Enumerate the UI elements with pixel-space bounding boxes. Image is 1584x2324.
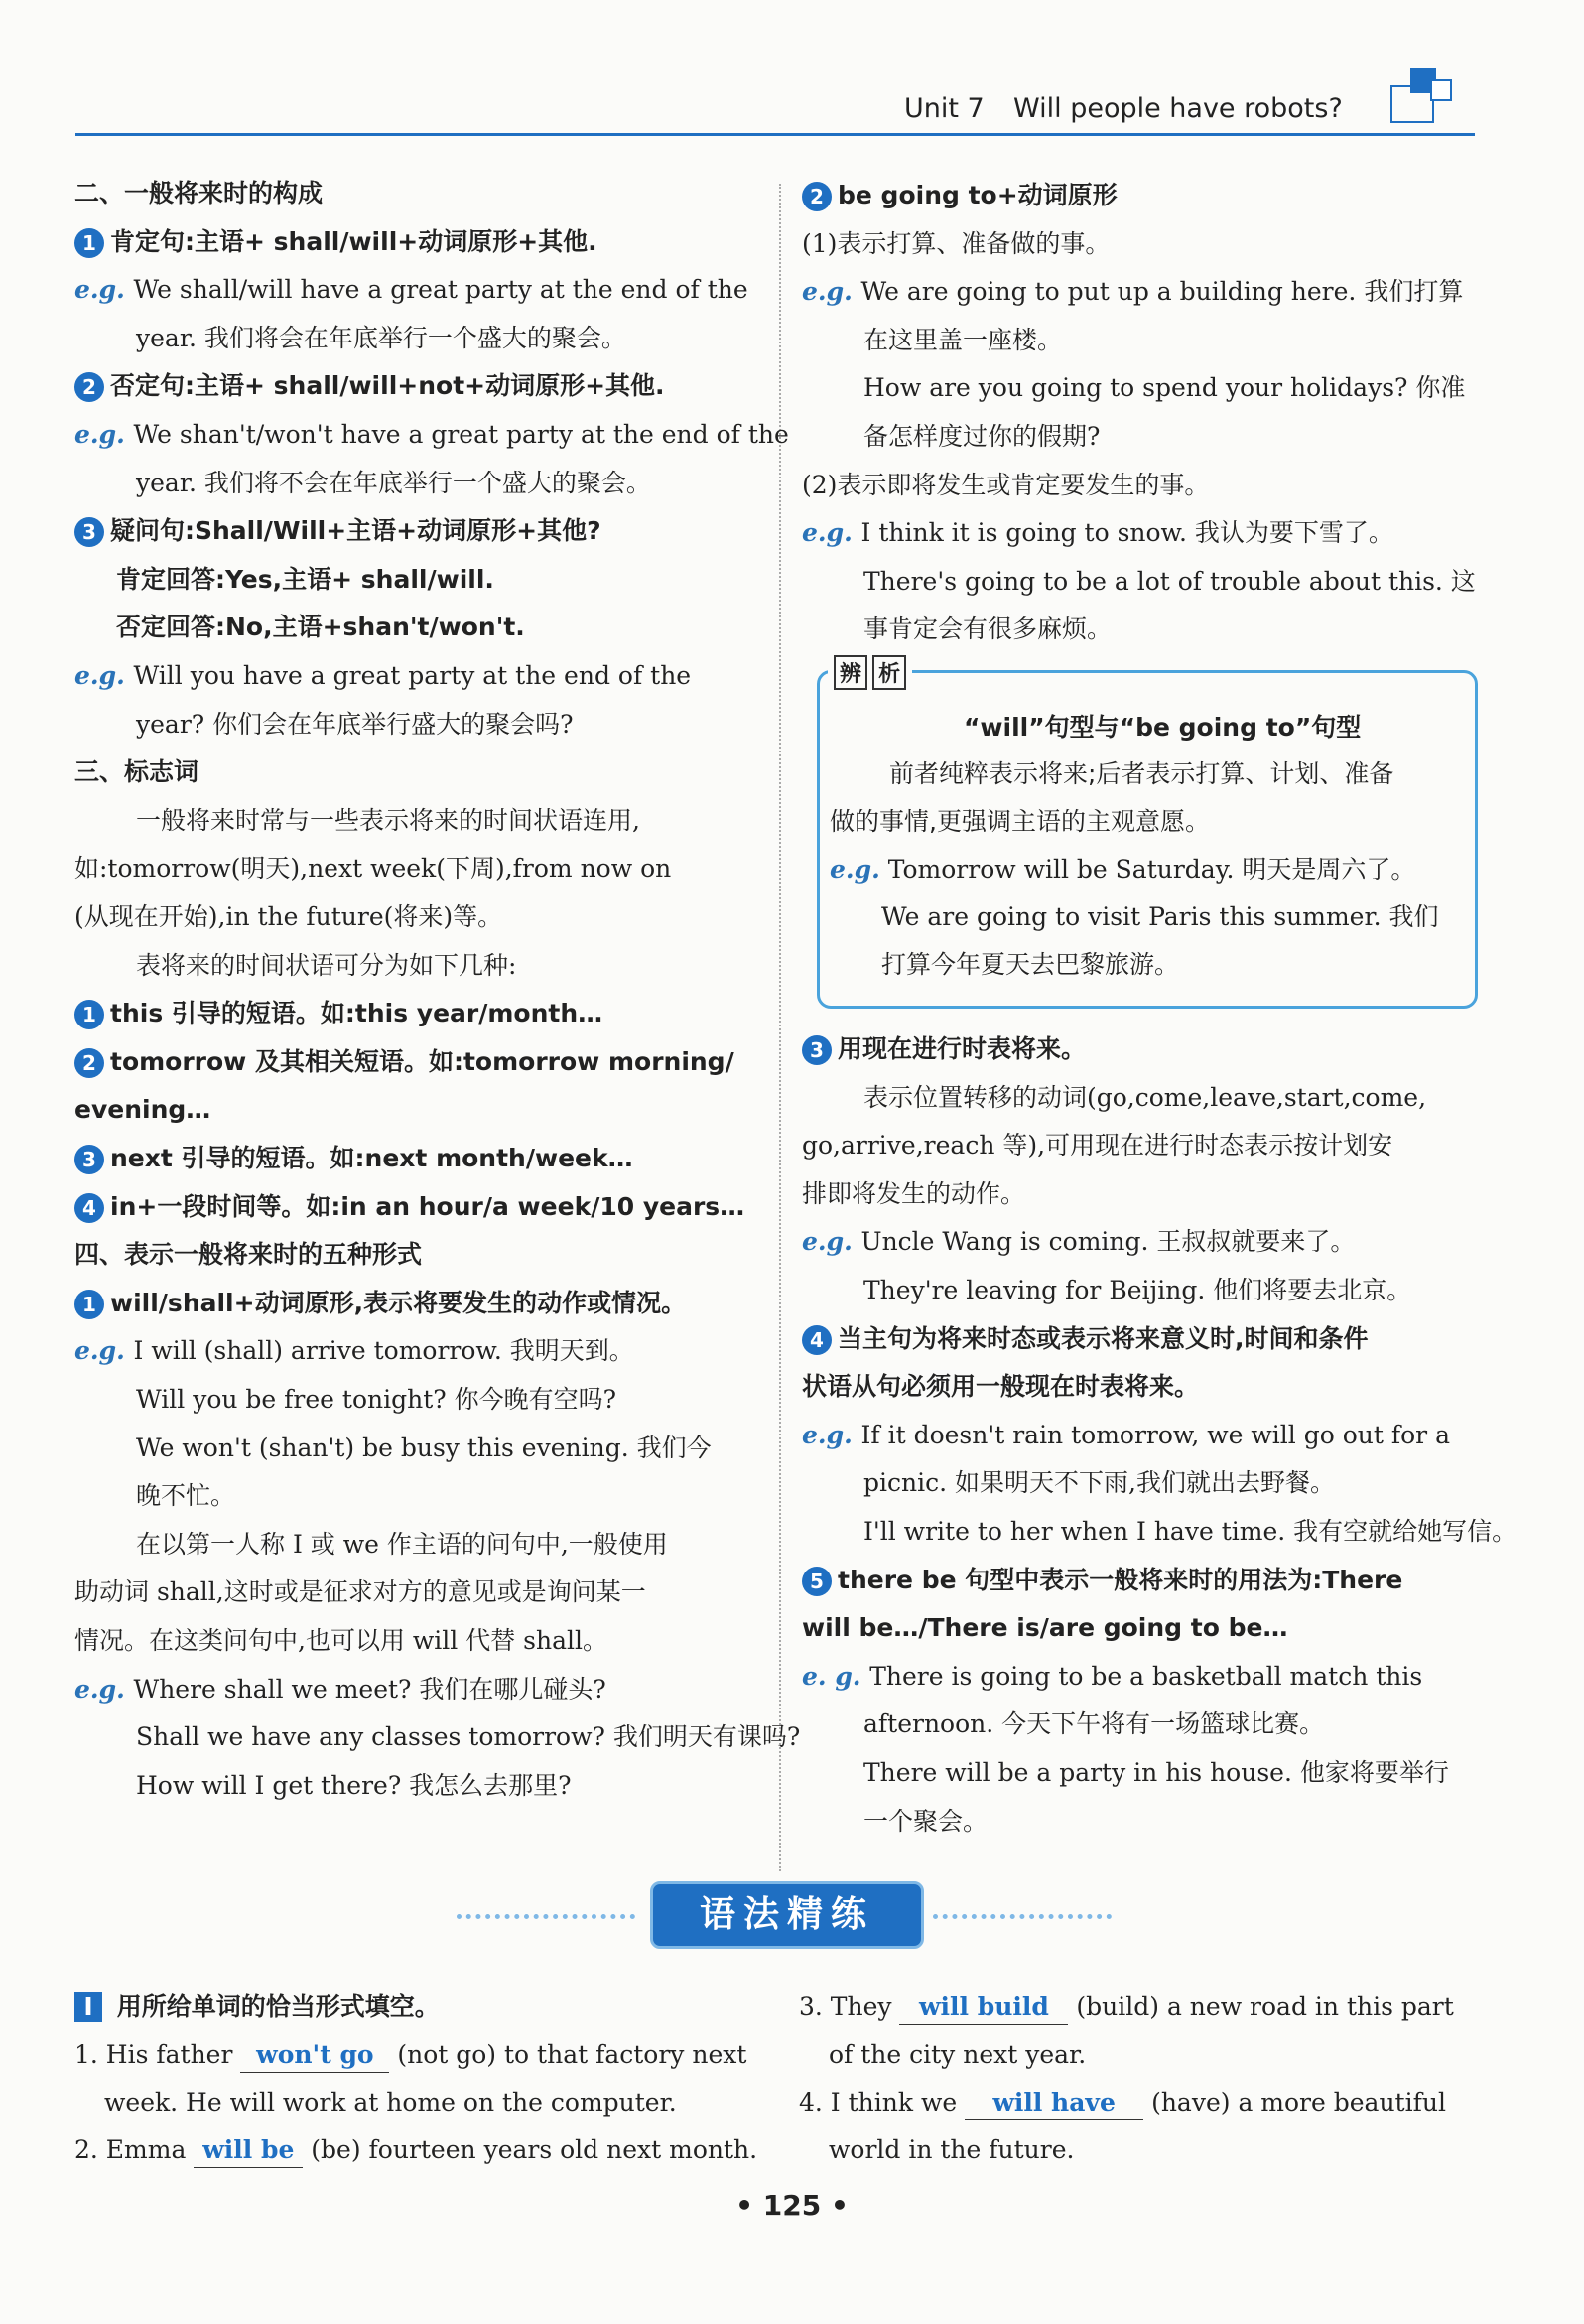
eg-label: e.g.	[802, 1420, 861, 1449]
left-text: Will you be free tonight? 你今晚有空吗?	[136, 1385, 616, 1414]
page-number: • 125 •	[735, 2189, 849, 2222]
right2-text: 用现在进行时表将来。	[838, 1034, 1087, 1063]
left-text: in+一段时间等。如:in an hour/a week/10 years…	[110, 1191, 745, 1221]
left-text: will/shall+动词原形,表示将要发生的动作或情况。	[110, 1288, 687, 1317]
left-line	[74, 1045, 734, 1079]
left-text: 肯定句:主语+ shall/will+动词原形+其他.	[110, 226, 597, 256]
left-line	[74, 177, 323, 210]
left-line	[74, 1673, 606, 1707]
right2-line	[863, 1274, 1411, 1307]
right2-line	[802, 1177, 1025, 1211]
exercise-heading	[74, 1990, 440, 2024]
left-line	[136, 1720, 800, 1754]
left-line	[136, 1769, 572, 1803]
box-s2: We are going to visit Paris this summer. 我们	[881, 902, 1439, 931]
banner-dots-left	[457, 1914, 635, 1919]
right-line	[802, 227, 1110, 261]
right2-text: They're leaving for Beijing. 他们将要去北京。	[863, 1276, 1412, 1304]
left-line	[74, 369, 665, 403]
unit-label: Unit 7	[904, 93, 985, 124]
number-badge-icon: 2	[74, 1048, 104, 1078]
number-badge-icon: 3	[74, 1145, 104, 1174]
left-line	[136, 1383, 616, 1417]
question-3-cont: of the city next year.	[829, 2040, 1087, 2069]
right-line	[802, 469, 1209, 502]
left-line	[74, 659, 691, 693]
right2-text: afternoon. 今天下午将有一场篮球比赛。	[863, 1709, 1325, 1739]
left-line	[74, 418, 789, 452]
question-1: 1. His father won't go (not go) to that factory next	[74, 2038, 746, 2073]
right-text: How are you going to spend your holidays? 你准	[863, 373, 1466, 403]
right2-text: picnic. 如果明天不下雨,我们就出去野餐。	[863, 1468, 1335, 1498]
left-line	[136, 1479, 235, 1513]
exercise-num: I	[74, 1992, 102, 2022]
exercise-title: 用所给单词的恰当形式填空。	[116, 1992, 440, 2021]
right2-text: I'll write to her when I have time. 我有空就给她写信。	[863, 1517, 1518, 1546]
left-text: evening…	[74, 1095, 211, 1125]
box-tag-1: 辨	[834, 655, 867, 690]
right-line	[863, 565, 1476, 599]
left-text: 如:tomorrow(明天),next week(下周),from now on	[74, 854, 672, 884]
right2-line	[863, 1466, 1335, 1500]
exercise-section	[74, 1990, 1484, 2189]
right-text: (1)表示打算、准备做的事。	[802, 228, 1111, 258]
comparison-box	[817, 662, 1478, 1009]
right-text: I think it is going to snow. 我认为要下雪了。	[860, 518, 1393, 548]
left-text: year. 我们将会在年底举行一个盛大的聚会。	[136, 323, 626, 352]
number-badge-icon: 1	[74, 1000, 104, 1029]
right2-line	[802, 1225, 1355, 1259]
box-tag	[828, 655, 912, 690]
header-rule	[75, 133, 1475, 136]
right-line	[802, 179, 1118, 212]
left-line	[74, 852, 671, 886]
right-line	[863, 420, 1100, 454]
number-badge-icon: 4	[802, 1325, 832, 1355]
right2-line	[802, 1370, 1199, 1404]
header-logo-icon	[1390, 68, 1450, 122]
left-text: 否定回答:No,主语+shan't/won't.	[116, 613, 525, 642]
right2-text: There will be a party in his house. 他家将要举行	[863, 1758, 1449, 1787]
eg-label: e.g.	[74, 661, 134, 690]
right2-text: Uncle Wang is coming. 王叔叔就要来了。	[860, 1227, 1356, 1257]
left-line	[74, 1238, 422, 1272]
left-line	[74, 1624, 607, 1658]
right-line	[863, 371, 1465, 405]
right-text: There's going to be a lot of trouble about this. 这	[863, 566, 1476, 596]
right-line	[863, 324, 1062, 357]
left-line	[74, 997, 602, 1030]
right2-line	[802, 1419, 1450, 1452]
number-badge-icon: 5	[802, 1567, 832, 1596]
right2-text: 状语从句必须用一般现在时表将来。	[802, 1372, 1200, 1402]
answer-4: will have	[965, 2086, 1143, 2120]
banner-title: 语法精练	[650, 1881, 924, 1949]
answer-1: won't go	[240, 2038, 389, 2073]
right-text: 备怎样度过你的假期?	[863, 422, 1101, 451]
eg-label: e.g.	[830, 855, 880, 884]
eg-label: e.g.	[74, 275, 134, 305]
number-badge-icon: 2	[74, 372, 104, 402]
left-line	[74, 225, 597, 259]
left-text: We won't (shan't) be busy this evening. 我们今	[136, 1433, 712, 1462]
answer-2: will be	[194, 2133, 303, 2168]
right-text: 事肯定会有很多麻烦。	[863, 615, 1113, 644]
unit-title: Will people have robots?	[1013, 93, 1343, 124]
left-line	[136, 708, 574, 742]
right2-text: 排即将发生的动作。	[802, 1178, 1026, 1208]
left-line	[74, 1142, 633, 1175]
left-line	[136, 804, 640, 838]
question-3: 3. They will build (build) a new road in this part	[799, 1990, 1454, 2025]
left-line	[74, 1093, 210, 1127]
right2-text: go,arrive,reach 等),可用现在进行时态表示按计划安	[802, 1131, 1393, 1161]
left-text: Shall we have any classes tomorrow? 我们明天有课吗?	[136, 1722, 801, 1752]
left-line	[74, 1334, 634, 1368]
left-text: We shan't/won't have a great party at the end of the	[133, 420, 789, 449]
right2-line	[802, 1660, 1422, 1694]
right2-line	[802, 1611, 1287, 1645]
eg-label: e.g.	[74, 1336, 134, 1366]
section-banner	[457, 1881, 1131, 1951]
box-title: “will”句型与“be going to”句型	[964, 713, 1362, 742]
left-text: tomorrow 及其相关短语。如:tomorrow morning/	[110, 1046, 734, 1076]
right2-text: 当主句为将来时态或表示将来意义时,时间和条件	[838, 1323, 1369, 1353]
left-line	[116, 611, 525, 644]
number-badge-icon: 3	[74, 517, 104, 547]
question-1-cont: week. He will work at home on the computer.	[104, 2088, 677, 2117]
right2-text: there be 句型中表示一般将来时的用法为:There	[838, 1565, 1403, 1594]
left-text: (从现在开始),in the future(将来)等。	[74, 902, 503, 931]
number-badge-icon: 2	[802, 182, 832, 211]
left-line	[136, 322, 626, 355]
box-s1: Tomorrow will be Saturday. 明天是周六了。	[887, 855, 1416, 884]
left-line	[74, 1575, 646, 1609]
left-line	[136, 1528, 668, 1562]
box-p1: 前者纯粹表示将来;后者表示打算、计划、准备	[889, 759, 1394, 788]
left-line	[74, 755, 198, 789]
left-text: 四、表示一般将来时的五种形式	[74, 1240, 423, 1270]
left-line	[74, 1287, 686, 1320]
left-text: 二、一般将来时的构成	[74, 179, 324, 207]
right2-text: If it doesn't rain tomorrow, we will go out for a	[860, 1420, 1450, 1449]
box-p2: 做的事情,更强调主语的主观意愿。	[830, 807, 1210, 836]
right2-line	[863, 1515, 1517, 1549]
left-text: I will (shall) arrive tomorrow. 我明天到。	[133, 1336, 634, 1366]
right-line	[802, 516, 1393, 550]
right2-line	[802, 1032, 1086, 1066]
right-text: (2)表示即将发生或肯定要发生的事。	[802, 470, 1210, 499]
box-example-1	[830, 853, 1415, 887]
eg-label: e.g.	[802, 518, 861, 548]
number-badge-icon: 1	[74, 228, 104, 258]
box-s3: 打算今年夏天去巴黎旅游。	[881, 950, 1180, 979]
left-text: 在以第一人称 I 或 we 作主语的问句中,一般使用	[136, 1529, 668, 1559]
left-text: year? 你们会在年底举行盛大的聚会吗?	[136, 709, 574, 739]
page-header	[75, 87, 1475, 137]
right2-line	[802, 1129, 1392, 1162]
left-text: How will I get there? 我怎么去那里?	[136, 1770, 572, 1800]
right2-line	[802, 1564, 1402, 1597]
right-line	[802, 275, 1463, 309]
eg-label: e.g.	[74, 1674, 134, 1704]
right2-line	[863, 1805, 988, 1839]
left-text: 晚不忙。	[136, 1481, 236, 1511]
right2-line	[863, 1081, 1426, 1115]
left-text: 否定句:主语+ shall/will+not+动词原形+其他.	[110, 371, 665, 401]
right-text: We are going to put up a building here. 我们打算	[860, 277, 1464, 307]
left-text: 一般将来时常与一些表示将来的时间状语连用,	[136, 805, 640, 835]
left-text: 三、标志词	[74, 757, 199, 787]
eg-label: e.g.	[74, 420, 134, 449]
right2-text: There is going to be a basketball match this	[869, 1661, 1423, 1691]
left-text: 助动词 shall,这时或是征求对方的意见或是询问某一	[74, 1577, 646, 1607]
left-text: year. 我们将不会在年底举行一个盛大的聚会。	[136, 468, 651, 497]
left-line	[136, 467, 651, 500]
left-line	[116, 563, 494, 597]
question-4: 4. I think we will have (have) a more beautiful	[799, 2086, 1446, 2120]
number-badge-icon: 4	[74, 1193, 104, 1223]
left-line	[74, 273, 748, 307]
right2-text: will be…/There is/are going to be…	[802, 1613, 1288, 1643]
right2-text: 一个聚会。	[863, 1806, 989, 1836]
eg-label: e. g.	[802, 1661, 870, 1691]
left-text: next 引导的短语。如:next month/week…	[110, 1144, 633, 1172]
question-4-cont: world in the future.	[829, 2135, 1075, 2164]
left-text: Where shall we meet? 我们在哪儿碰头?	[133, 1674, 606, 1704]
right2-line	[863, 1708, 1324, 1741]
number-badge-icon: 1	[74, 1290, 104, 1319]
left-text: Will you have a great party at the end of the	[133, 661, 692, 690]
eg-label: e.g.	[802, 1227, 861, 1257]
right2-line	[802, 1322, 1369, 1356]
left-text: 肯定回答:Yes,主语+ shall/will.	[116, 564, 494, 594]
right-text: be going to+动词原形	[838, 181, 1118, 209]
number-badge-icon: 3	[802, 1035, 832, 1065]
box-tag-2: 析	[872, 655, 906, 690]
eg-label: e.g.	[802, 277, 861, 307]
right-line	[863, 613, 1112, 646]
left-text: 情况。在这类问句中,也可以用 will 代替 shall。	[74, 1626, 608, 1655]
left-line	[74, 1190, 744, 1224]
left-text: We shall/will have a great party at the end of the	[133, 275, 748, 305]
banner-dots-right	[933, 1914, 1112, 1919]
right2-text: 表示位置转移的动词(go,come,leave,start,come,	[863, 1082, 1427, 1112]
left-line	[136, 949, 516, 983]
left-line	[74, 514, 601, 548]
left-text: 表将来的时间状语可分为如下几种:	[136, 950, 517, 980]
left-text: this 引导的短语。如:this year/month…	[110, 999, 603, 1028]
answer-3: will build	[899, 1990, 1068, 2025]
question-2: 2. Emma will be (be) fourteen years old next month.	[74, 2133, 757, 2168]
right2-line	[863, 1756, 1449, 1790]
left-line	[74, 900, 502, 934]
right-text: 在这里盖一座楼。	[863, 325, 1063, 354]
left-text: 疑问句:Shall/Will+主语+动词原形+其他?	[110, 516, 601, 546]
left-line	[136, 1432, 712, 1465]
